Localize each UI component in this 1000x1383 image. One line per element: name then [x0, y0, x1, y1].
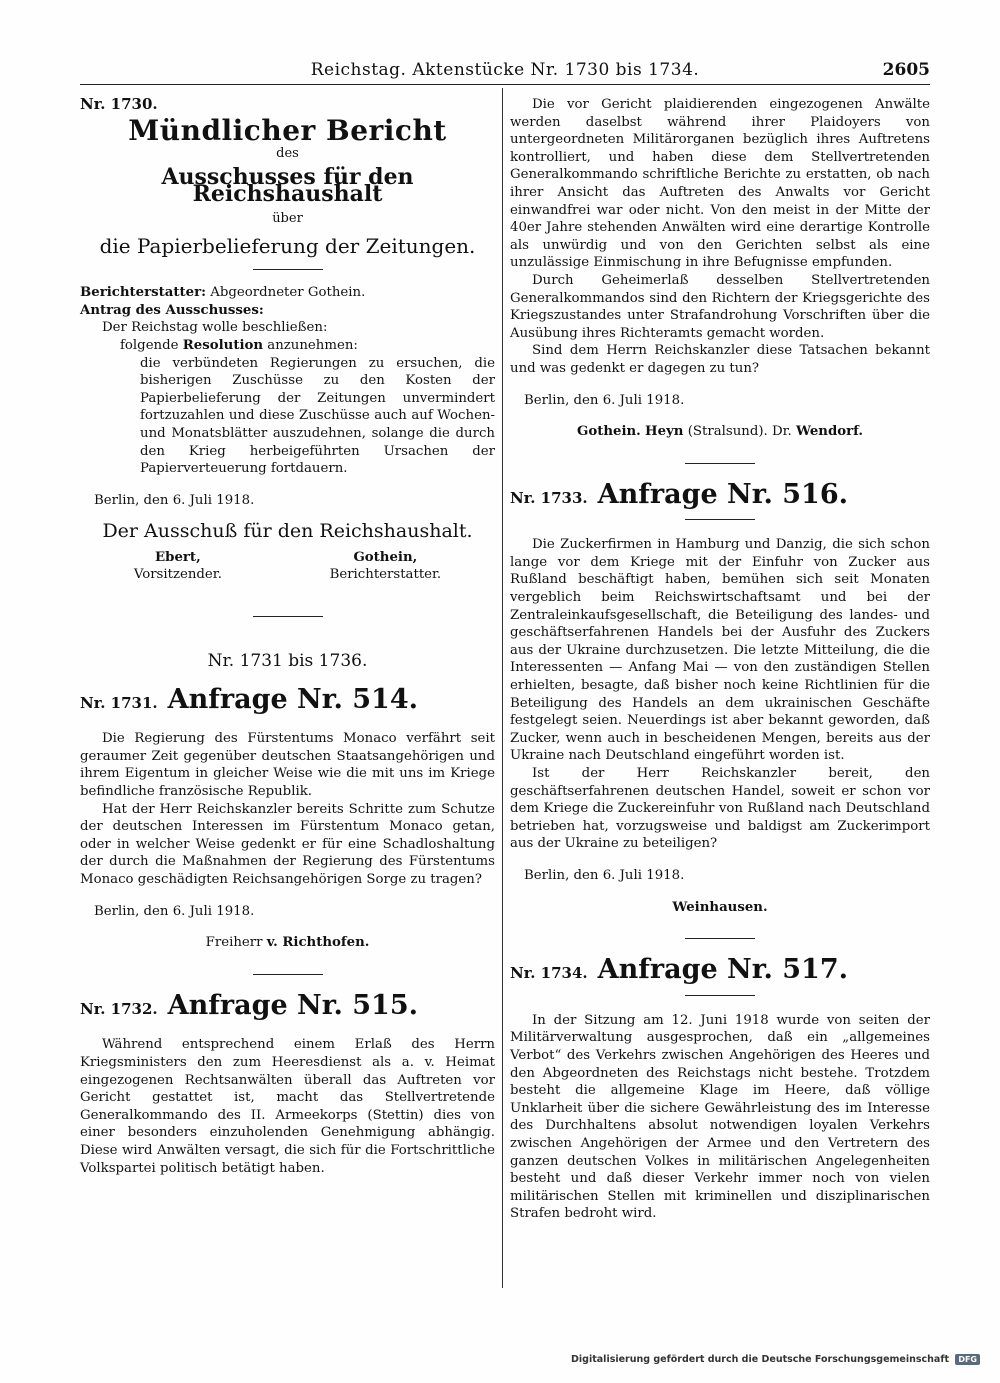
committee-title: Ausschusses für den Reichshaushalt	[161, 163, 414, 208]
committee-signature: Der Ausschuß für den Reichshaushalt.	[102, 520, 473, 543]
ueber-word: über	[272, 210, 303, 226]
signature-514	[80, 934, 495, 952]
range-title: Nr. 1731 bis 1736.	[207, 651, 368, 672]
right-column	[510, 96, 930, 1223]
sig-name-gothein: Gothein,	[353, 549, 418, 565]
anfrage-514-head	[80, 683, 495, 715]
separator	[685, 519, 755, 520]
text-515-cont-p3: Sind dem Herrn Reichskanzler diese Tatsachen bekannt und was gedenkt er dagegen zu tun?	[510, 343, 930, 376]
text-516-p1: Die Zuckerfirmen in Hamburg und Danzig, die sich schon lange vor dem Kriege mit der Einfuhr von Zucker aus Rußland beschäftigt haben, bemühen sich seit Monaten vergeblich beim Reichswirtschaftsamt und bei der Zentraleinkaufsgesellschaft, die Beteiligung des landes- und geschäftserfahrenen Handels bei der Ausfuhr des Zuckers aus der Ukraine durchzusetzen. Die letzte Mitteilung, die die Interessenten — Anfang Mai — von den zuständigen Stellen erhielten, besagte, daß bisher noch keine Richtlinien für die Beteiligung des Handels an dem ukrainischen Geschäfte festgelegt seien. Neuerdings ist aber bekannt geworden, daß Zucker, wenn auch in bescheidenen Mengen, bereits aus der Ukraine nach Deutschland eingeführt worden ist.	[510, 537, 930, 764]
signature-gothein	[330, 549, 442, 584]
anfrage-514-title: Anfrage Nr. 514.	[167, 683, 419, 715]
anfrage-517-head	[510, 954, 930, 986]
dfg-logo: DFG	[955, 1354, 980, 1365]
separator	[253, 269, 323, 270]
doc-number-1733: Nr. 1733.	[510, 488, 588, 507]
signatures-1730	[80, 549, 495, 584]
footer-text: Digitalisierung gefördert durch die Deutsche Forschungsgemeinschaft	[571, 1354, 950, 1365]
sig-role-gothein: Berichterstatter.	[329, 567, 442, 583]
doc-number-1732: Nr. 1732.	[80, 999, 158, 1018]
separator	[253, 616, 323, 617]
antrag-label: Antrag des Ausschusses:	[80, 302, 264, 318]
berichterstatter-line	[80, 284, 495, 302]
sig-515-wendorf: Wendorf.	[796, 424, 864, 440]
doc-number-1734: Nr. 1734.	[510, 964, 588, 983]
sig-515-heyn: Heyn	[645, 424, 684, 440]
text-517: In der Sitzung am 12. Juni 1918 wurde von seiten der Militärverwaltung ausgesprochen, daß ein „allgemeines Verbot“ des Verkehrs zwischen Angehörigen des Heeres und den Abgeordneten des Reichstags nicht bestehe. Trotzdem besteht die allgemeine Klage im Heere, daß völlige Unklarheit über die sichere Gewährleistung des im Interesse des Durchhaltens absolut notwendigen loyalen Verkehrs zwischen Angehörigen der Armee und den Vertretern des ganzen deutschen Volkes in militärischen Angelegenheiten besteht und daß dieser Verkehr immer noch von vielen militärischen Stellen mit kriminellen und disziplinarischen Strafen bedroht wird.	[510, 1012, 930, 1222]
date-514: Berlin, den 6. Juli 1918.	[94, 903, 255, 919]
left-column	[80, 96, 495, 1177]
signature-516: Weinhausen.	[672, 899, 768, 915]
antrag-pre: folgende	[120, 337, 183, 353]
signature-ebert	[134, 549, 222, 584]
separator	[685, 938, 755, 939]
text-514-p2: Hat der Herr Reichskanzler bereits Schritte zum Schutze der deutschen Interessen im Fürstentum Monaco getan, oder in welcher Weise gedenkt er für eine Schadloshaltung der durch die Maßnahmen der Regierung des Fürstentums Monaco geschädigten Reichsangehörigen Sorge zu tragen?	[80, 801, 495, 887]
anfrage-517-title: Anfrage Nr. 517.	[597, 954, 849, 986]
sig-role-ebert: Vorsitzender.	[133, 567, 222, 583]
resolution-word: Resolution	[182, 337, 264, 353]
text-515-cont-p2: Durch Geheimerlaß desselben Stellvertretenden Generalkommandos sind den Richtern der Kriegsgerichte des Kriegszustandes unter Strafandrohung Vorschriften über die Ausübung ihres Richteramts gemacht worden.	[510, 272, 930, 341]
separator	[685, 463, 755, 464]
berichterstatter-label: Berichterstatter:	[80, 285, 207, 301]
doc-number-1731: Nr. 1731.	[80, 693, 158, 712]
antrag-line-2	[80, 337, 495, 355]
anfrage-516-head	[510, 478, 930, 510]
text-515-cont-p1: Die vor Gericht plaidierenden eingezogenen Anwälte werden daselbst während ihrer Plaidoyers von untergeordneten Militärorganen bezüglich ihres Auftretens kontrolliert, und haben diese dem Stellvertretenden Generalkommando schriftliche Berichte zu erstatten, ob nach ihrer Ansicht das Auftreten des Anwalts vor Gericht einwandfrei war oder nicht. Von den meist in der Mitte der 40er Jahre stehenden Anwälten wird eine derartige Kontrolle als unwürdig und von den Gerichten selbst als eine unzulässige Einmischung in ihre Befugnisse empfunden.	[510, 97, 930, 271]
signature-515	[510, 423, 930, 441]
anfrage-515-title: Anfrage Nr. 515.	[167, 989, 419, 1021]
antrag-post: anzunehmen:	[263, 337, 358, 353]
anfrage-515-head	[80, 989, 495, 1021]
text-515: Während entsprechend einem Erlaß des Herrn Kriegsministers den zum Heeresdienst als a. v. Heimat eingezogenen Rechtsanwälten überall das Auftreten vor Gericht gestattet ist, macht das Stellvertretende Generalkommando des II. Armeekorps (Stettin) dies von einer besonders einzuholenden Genehmigung abhängig. Diese wird Anwälten versagt, die sich für die Fortschrittliche Volkspartei politisch betätigt haben.	[80, 1037, 495, 1176]
sig-515-gothein: Gothein.	[576, 424, 641, 440]
date-515: Berlin, den 6. Juli 1918.	[524, 392, 685, 408]
sig-name-ebert: Ebert,	[155, 549, 201, 565]
berichterstatter-name: Abgeordneter Gothein.	[206, 285, 366, 301]
date-1730: Berlin, den 6. Juli 1918.	[94, 492, 255, 508]
resolution-text: die verbündeten Regierungen zu ersuchen, die bisherigen Zuschüsse zu den Kosten der Papierbelieferung der Zeitungen unvermindert fortzuzahlen und diese Zuschüsse auch auf Wochen- und Monatsblätter auszudehnen, solange die durch den Krieg herbeigeführten Ursachen der Papierverteuerung fortdauern.	[140, 355, 495, 477]
doc-number-1730: Nr. 1730.	[80, 95, 158, 113]
footer-credit	[571, 1354, 980, 1365]
report-title: Mündlicher Bericht	[128, 113, 447, 147]
separator	[253, 974, 323, 975]
text-514-p1: Die Regierung des Fürstentums Monaco verfährt seit geraumer Zeit gegenüber deutschen Staatsangehörigen und ihrem Eigentum in gleicher Weise wie die mit uns im Kriege befindliche französische Republik.	[80, 731, 495, 800]
page-number: 2605	[882, 60, 930, 80]
column-divider	[502, 88, 503, 1288]
running-title: Reichstag. Aktenstücke Nr. 1730 bis 1734.	[310, 60, 700, 80]
sig-514-name: v. Richthofen.	[266, 935, 370, 951]
anfrage-516-title: Anfrage Nr. 516.	[597, 478, 849, 510]
date-516: Berlin, den 6. Juli 1918.	[524, 867, 685, 883]
report-subject: die Papierbelieferung der Zeitungen.	[99, 233, 476, 258]
text-516-p2: Ist der Herr Reichskanzler bereit, den geschäftserfahrenen deutschen Handel, soweit er schon vor dem Kriege die Zuckereinfuhr von Rußland nach Deutschland betrieben hat, vorzugsweise und baldigst am Zuckerimport aus der Ukraine zu beteiligen?	[510, 766, 930, 852]
antrag-line-1: Der Reichstag wolle beschließen:	[102, 320, 328, 336]
des-word: des	[276, 146, 299, 162]
page-header	[80, 60, 930, 85]
sig-514-pre: Freiherr	[205, 935, 267, 951]
separator	[685, 995, 755, 996]
sig-515-middle: (Stralsund). Dr.	[683, 424, 796, 440]
